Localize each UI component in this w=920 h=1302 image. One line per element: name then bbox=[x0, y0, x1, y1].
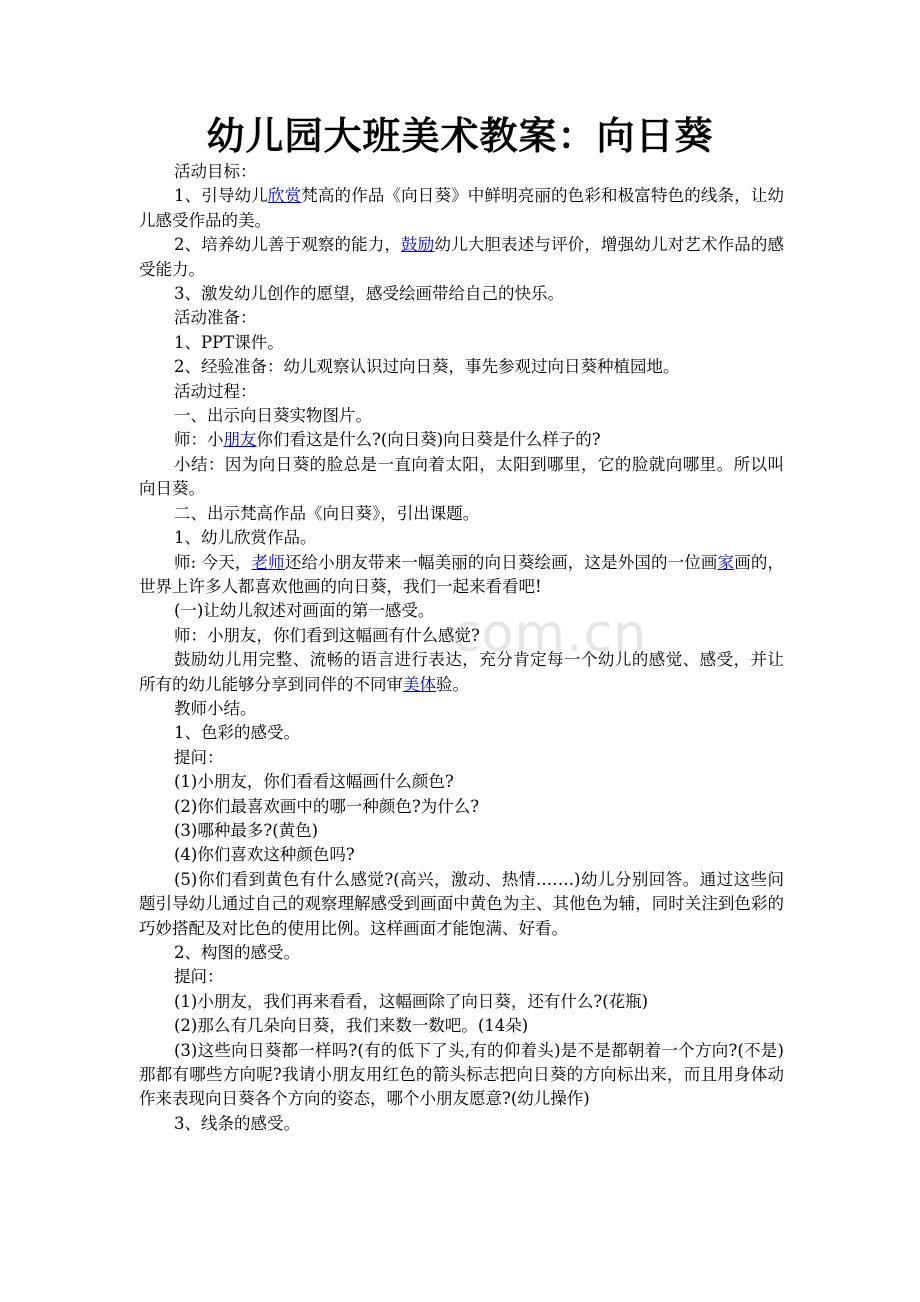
paragraph-text: 1、色彩的感受。 bbox=[174, 723, 300, 743]
paragraph-text: 2、培养幼儿善于观察的能力， bbox=[174, 235, 402, 255]
watermark: com.cn bbox=[452, 604, 648, 664]
paragraph-text: 1、引导幼儿 bbox=[174, 186, 268, 206]
paragraph bbox=[139, 551, 784, 600]
paragraph bbox=[139, 1112, 784, 1136]
paragraph-link[interactable]: 鼓励 bbox=[401, 235, 435, 255]
paragraph-link[interactable]: 家 bbox=[717, 552, 735, 572]
paragraph bbox=[139, 380, 784, 404]
paragraph-text: 2、经验准备：幼儿观察认识过向日葵，事先参观过向日葵种植园地。 bbox=[174, 357, 680, 377]
paragraph-text: 梵高的作品《向日葵》中鲜明亮丽的色彩和极富特色的线条，让幼儿感受作品的美。 bbox=[139, 186, 785, 230]
paragraph-text: (2)你们最喜欢画中的哪一种颜色?为什么? bbox=[174, 796, 480, 816]
paragraph-text: 小结：因为向日葵的脸总是一直向着太阳，太阳到哪里，它的脸就向哪里。所以叫向日葵。 bbox=[139, 454, 784, 499]
paragraph bbox=[139, 453, 784, 502]
paragraph bbox=[139, 428, 784, 452]
paragraph-text: 1、PPT课件。 bbox=[174, 332, 284, 352]
paragraph-text: (5)你们看到黄色有什么感觉?(高兴，激动、热情…….)幼儿分别回答。通过这些问题引导幼儿通过自己的观察理解感受到画面中黄色为主、其他色为辅，同时关注到色彩的巧妙搭配及对比色的使用比例。这样画面才能饱满、好看。 bbox=[139, 869, 784, 938]
paragraph-text: 一、出示向日葵实物图片。 bbox=[174, 406, 372, 426]
paragraph bbox=[139, 721, 784, 745]
paragraph bbox=[139, 331, 784, 355]
paragraph-text: 3、线条的感受。 bbox=[174, 1113, 300, 1133]
paragraph bbox=[139, 697, 784, 721]
paragraph bbox=[139, 819, 784, 843]
paragraph bbox=[139, 770, 784, 794]
paragraph bbox=[139, 1039, 784, 1112]
paragraph-text: 鼓励幼儿用完整、流畅的语言进行表达，充分肯定每一个幼儿的感觉、感受，并让所有的幼儿能够分享到同伴的不同审 bbox=[139, 650, 784, 694]
paragraph-text: 2、构图的感受。 bbox=[174, 943, 300, 962]
paragraph bbox=[139, 746, 784, 770]
paragraph bbox=[139, 795, 784, 819]
paragraph-text: (4)你们喜欢这种颜色吗? bbox=[174, 845, 355, 865]
paragraph bbox=[139, 404, 784, 428]
paragraph bbox=[139, 184, 784, 233]
paragraph-text: 二、出示梵高作品《向日葵》，引出课题。 bbox=[174, 503, 480, 523]
paragraph-text: (1)小朋友，你们看看这幅画什么颜色? bbox=[174, 772, 454, 792]
paragraph bbox=[139, 1014, 784, 1038]
paragraph-text: 还给小朋友带来一幅美丽的向日葵绘画，这是外国的一位画 bbox=[284, 552, 718, 572]
paragraph bbox=[139, 502, 784, 526]
paragraph-text: 3、激发幼儿创作的愿望，感受绘画带给自己的快乐。 bbox=[174, 284, 564, 304]
paragraph bbox=[139, 941, 784, 965]
paragraph-text: 幼儿大胆表述与评价，增强幼儿对艺术作品的感受能力。 bbox=[139, 235, 785, 279]
paragraph-text: 师：小朋友，你们看到这幅画有什么感觉? bbox=[174, 625, 480, 645]
paragraph-text: (1)小朋友，我们再来看看，这幅画除了向日葵，还有什么?(花瓶) bbox=[174, 991, 649, 1011]
paragraph bbox=[139, 624, 784, 648]
paragraph bbox=[139, 160, 784, 184]
paragraph-text: 教师小结。 bbox=[174, 698, 257, 718]
paragraph-text: 师: 今天， bbox=[174, 552, 252, 572]
paragraph-text: 你们看这是什么?(向日葵)向日葵是什么样子的? bbox=[256, 430, 601, 450]
paragraph-text: 活动目标： bbox=[174, 162, 257, 181]
paragraph-text: 活动准备： bbox=[174, 308, 257, 328]
page-title: 幼儿园大班美术教案：向日葵 bbox=[206, 114, 714, 158]
document-body bbox=[139, 160, 784, 1136]
paragraph bbox=[139, 233, 784, 282]
paragraph-link[interactable]: 朋友 bbox=[223, 430, 257, 450]
paragraph bbox=[139, 282, 784, 306]
paragraph-text: 画的，世界上许多人都喜欢他画的向日葵，我们一起来看看吧! bbox=[139, 552, 785, 596]
paragraph-text: 1、幼儿欣赏作品。 bbox=[174, 528, 317, 548]
paragraph-text: (2)那么有几朵向日葵，我们来数一数吧。(14朵) bbox=[174, 1016, 529, 1036]
paragraph bbox=[139, 965, 784, 989]
paragraph-link[interactable]: 美体 bbox=[403, 674, 436, 694]
paragraph bbox=[139, 843, 784, 867]
paragraph bbox=[139, 355, 784, 379]
paragraph-text: 活动过程： bbox=[174, 381, 257, 401]
paragraph bbox=[139, 306, 784, 330]
paragraph-link[interactable]: 老师 bbox=[251, 552, 285, 572]
paragraph-text: (3)哪种最多?(黄色) bbox=[174, 820, 319, 840]
paragraph-text: (一)让幼儿叙述对画面的第一感受。 bbox=[174, 601, 435, 621]
paragraph-text: (3)这些向日葵都一样吗?(有的低下了头,有的仰着头)是不是都朝着一个方向?(不是)那都有哪些方向呢?我请小朋友用红色的箭头标志把向日葵的方向标出来，而且用身体动作来表现向日葵各个方向的姿态，哪个小朋友愿意?(幼儿操作) bbox=[139, 1040, 784, 1109]
paragraph bbox=[139, 990, 784, 1014]
paragraph bbox=[139, 599, 784, 623]
paragraph-text: 提问： bbox=[174, 747, 224, 767]
paragraph bbox=[139, 648, 784, 697]
paragraph bbox=[139, 526, 784, 550]
paragraph-link[interactable]: 欣赏 bbox=[267, 186, 302, 206]
paragraph-text: 师：小 bbox=[174, 430, 224, 450]
paragraph-text: 验。 bbox=[436, 674, 469, 694]
paragraph-text: 提问： bbox=[174, 967, 224, 987]
paragraph bbox=[139, 868, 784, 941]
